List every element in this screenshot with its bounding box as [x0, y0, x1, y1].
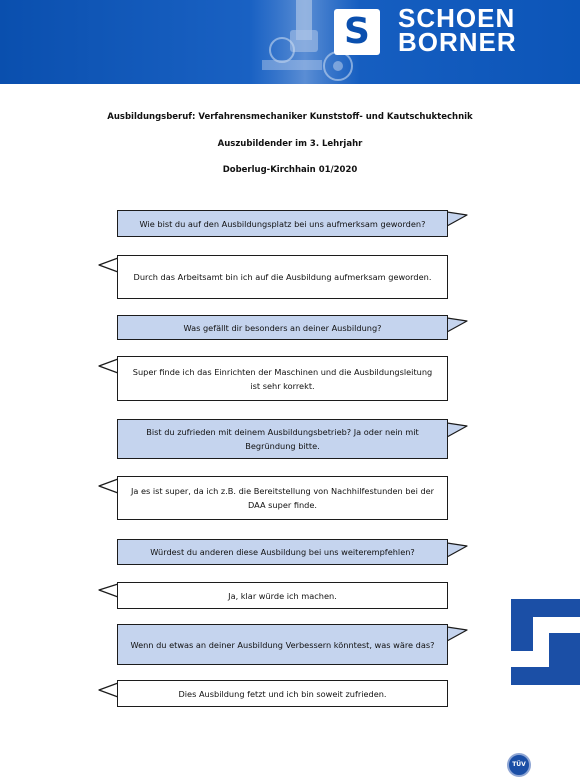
question-bubble-2 [117, 315, 448, 340]
answer-3-text: Ja es ist super, da ich z.B. die Bereitstellung von Nachhilfestunden bei der DAA super finde. [130, 486, 435, 510]
question-3-text: Bist du zufrieden mit deinem Ausbildungsbetrieb? Ja oder nein mit Begründung bitte. [146, 427, 419, 451]
logo-line-1: SCHOEN [398, 3, 516, 33]
answer-1-text: Durch das Arbeitsamt bin ich auf die Ausbildung aufmerksam geworden. [133, 272, 432, 282]
tuv-seal-icon [507, 753, 531, 777]
answer-4-text: Ja, klar würde ich machen. [228, 590, 337, 601]
question-4-text: Würdest du anderen diese Ausbildung bei uns weiterempfehlen? [150, 547, 415, 557]
seal-text: TÜV [512, 761, 526, 768]
question-1-text: Wie bist du auf den Ausbildungsplatz bei uns aufmerksam geworden? [139, 218, 426, 229]
occupation-line: Ausbildungsberuf: Verfahrensmechaniker Kunststoff- und Kautschuktechnik [107, 112, 473, 122]
logo-line-2: BORNER [398, 27, 517, 57]
answer-bubble-5 [117, 680, 448, 707]
location-date-line: Doberlug-Kirchhain 01/2020 [222, 165, 358, 175]
answer-bubble-4 [117, 582, 448, 609]
question-2-text: Was gefällt dir besonders an deiner Ausbildung? [183, 322, 382, 333]
logo-letter: S [344, 11, 370, 52]
logo-fragment-bottom [511, 667, 580, 685]
answer-bubble-3 [117, 476, 448, 520]
answer-bubble-2 [117, 356, 448, 401]
question-5-text: Wenn du etwas an deiner Ausbildung Verbessern könntest, was wäre das? [130, 639, 435, 650]
answer-bubble-1 [117, 255, 448, 299]
logo-fragment-stem [511, 599, 533, 651]
year-line: Auszubildender im 3. Lehrjahr [217, 139, 363, 149]
question-bubble-3 [117, 419, 448, 459]
question-bubble-4 [117, 539, 448, 565]
answer-5-text: Dies Ausbildung fetzt und ich bin soweit zufrieden. [178, 688, 387, 699]
question-bubble-1 [117, 210, 448, 237]
answer-2-text: Super finde ich das Einrichten der Maschinen und die Ausbildungsleitung ist sehr korrekt. [132, 366, 433, 391]
question-bubble-5 [117, 624, 448, 665]
